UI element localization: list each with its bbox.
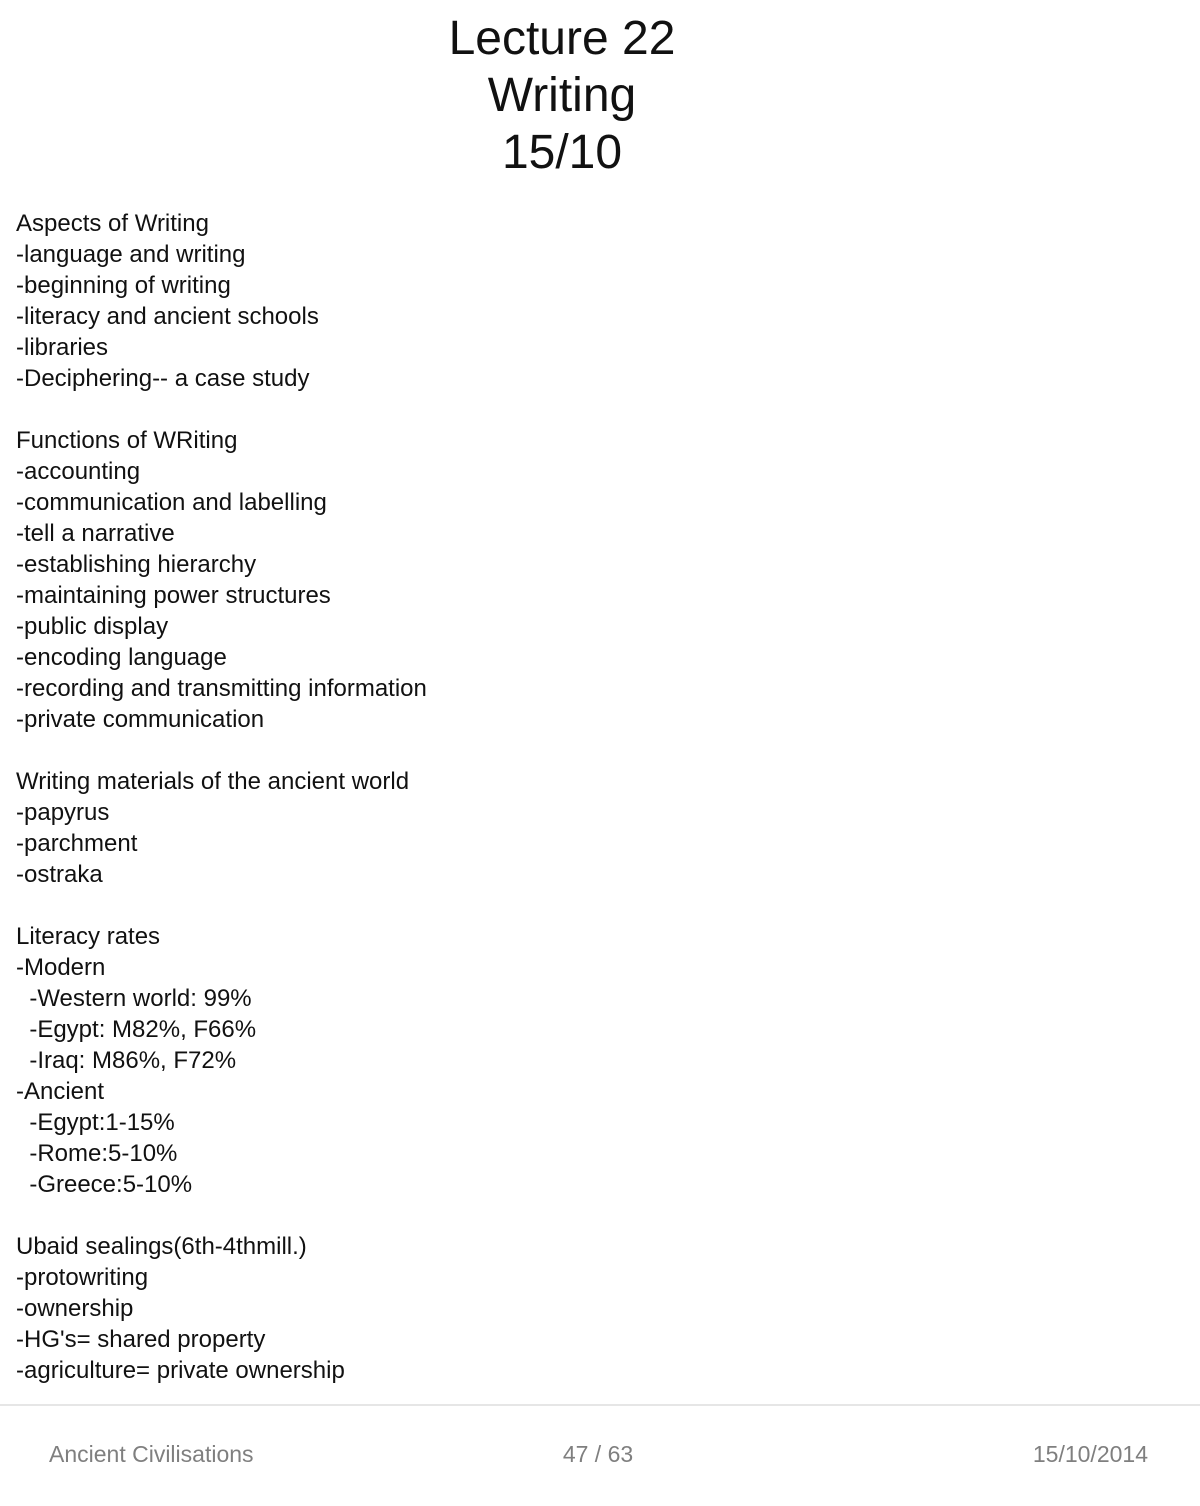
footer-date: 15/10/2014	[1032, 1441, 1148, 1467]
note-line: -Ancient	[16, 1078, 105, 1105]
blank-line	[16, 1200, 776, 1231]
note-line: Ubaid sealings(6th-4thmill.)	[16, 1233, 307, 1260]
note-line: -Iraq: M86%, F72%	[16, 1047, 237, 1074]
note-line: -encoding language	[16, 644, 227, 671]
footer-divider	[0, 1404, 1200, 1406]
title-line-date: 15/10	[501, 126, 623, 179]
blank-line	[16, 890, 776, 921]
title-line-lecture: Lecture 22	[448, 12, 676, 65]
footer-page-number: 47 / 63	[562, 1441, 634, 1467]
note-line: -Egypt: M82%, F66%	[16, 1016, 257, 1043]
note-line: -Deciphering-- a case study	[16, 365, 310, 392]
note-line: -public display	[16, 613, 169, 640]
note-line: -communication and labelling	[16, 489, 327, 516]
note-line: -HG's= shared property	[16, 1326, 266, 1353]
note-line: -accounting	[16, 458, 141, 485]
note-line: -parchment	[16, 830, 138, 857]
note-line: -agriculture= private ownership	[16, 1357, 345, 1384]
note-line: -Western world: 99%	[16, 985, 252, 1012]
note-line: -libraries	[16, 334, 109, 361]
note-line: -maintaining power structures	[16, 582, 331, 609]
note-line: -beginning of writing	[16, 272, 231, 299]
blank-line	[16, 394, 776, 425]
note-line: Writing materials of the ancient world	[16, 768, 410, 795]
notes-body	[16, 208, 776, 1386]
note-line: -recording and transmitting information	[16, 675, 427, 702]
note-line: -establishing hierarchy	[16, 551, 257, 578]
note-line: -literacy and ancient schools	[16, 303, 319, 330]
title-line-topic: Writing	[487, 69, 637, 122]
note-line: Literacy rates	[16, 923, 161, 950]
note-line: -language and writing	[16, 241, 246, 268]
note-line: Aspects of Writing	[16, 210, 209, 237]
note-line: -papyrus	[16, 799, 110, 826]
note-line: -ownership	[16, 1295, 134, 1322]
page-title	[362, 10, 762, 181]
note-line: -private communication	[16, 706, 265, 733]
note-line: -Rome:5-10%	[16, 1140, 178, 1167]
note-line: -Egypt:1-15%	[16, 1109, 175, 1136]
note-line: Functions of WRiting	[16, 427, 238, 454]
footer-notebook-name: Ancient Civilisations	[49, 1441, 254, 1467]
note-line: -ostraka	[16, 861, 103, 888]
note-line: -Modern	[16, 954, 106, 981]
blank-line	[16, 735, 776, 766]
note-line: -protowriting	[16, 1264, 149, 1291]
note-line: -tell a narrative	[16, 520, 175, 547]
note-line: -Greece:5-10%	[16, 1171, 193, 1198]
